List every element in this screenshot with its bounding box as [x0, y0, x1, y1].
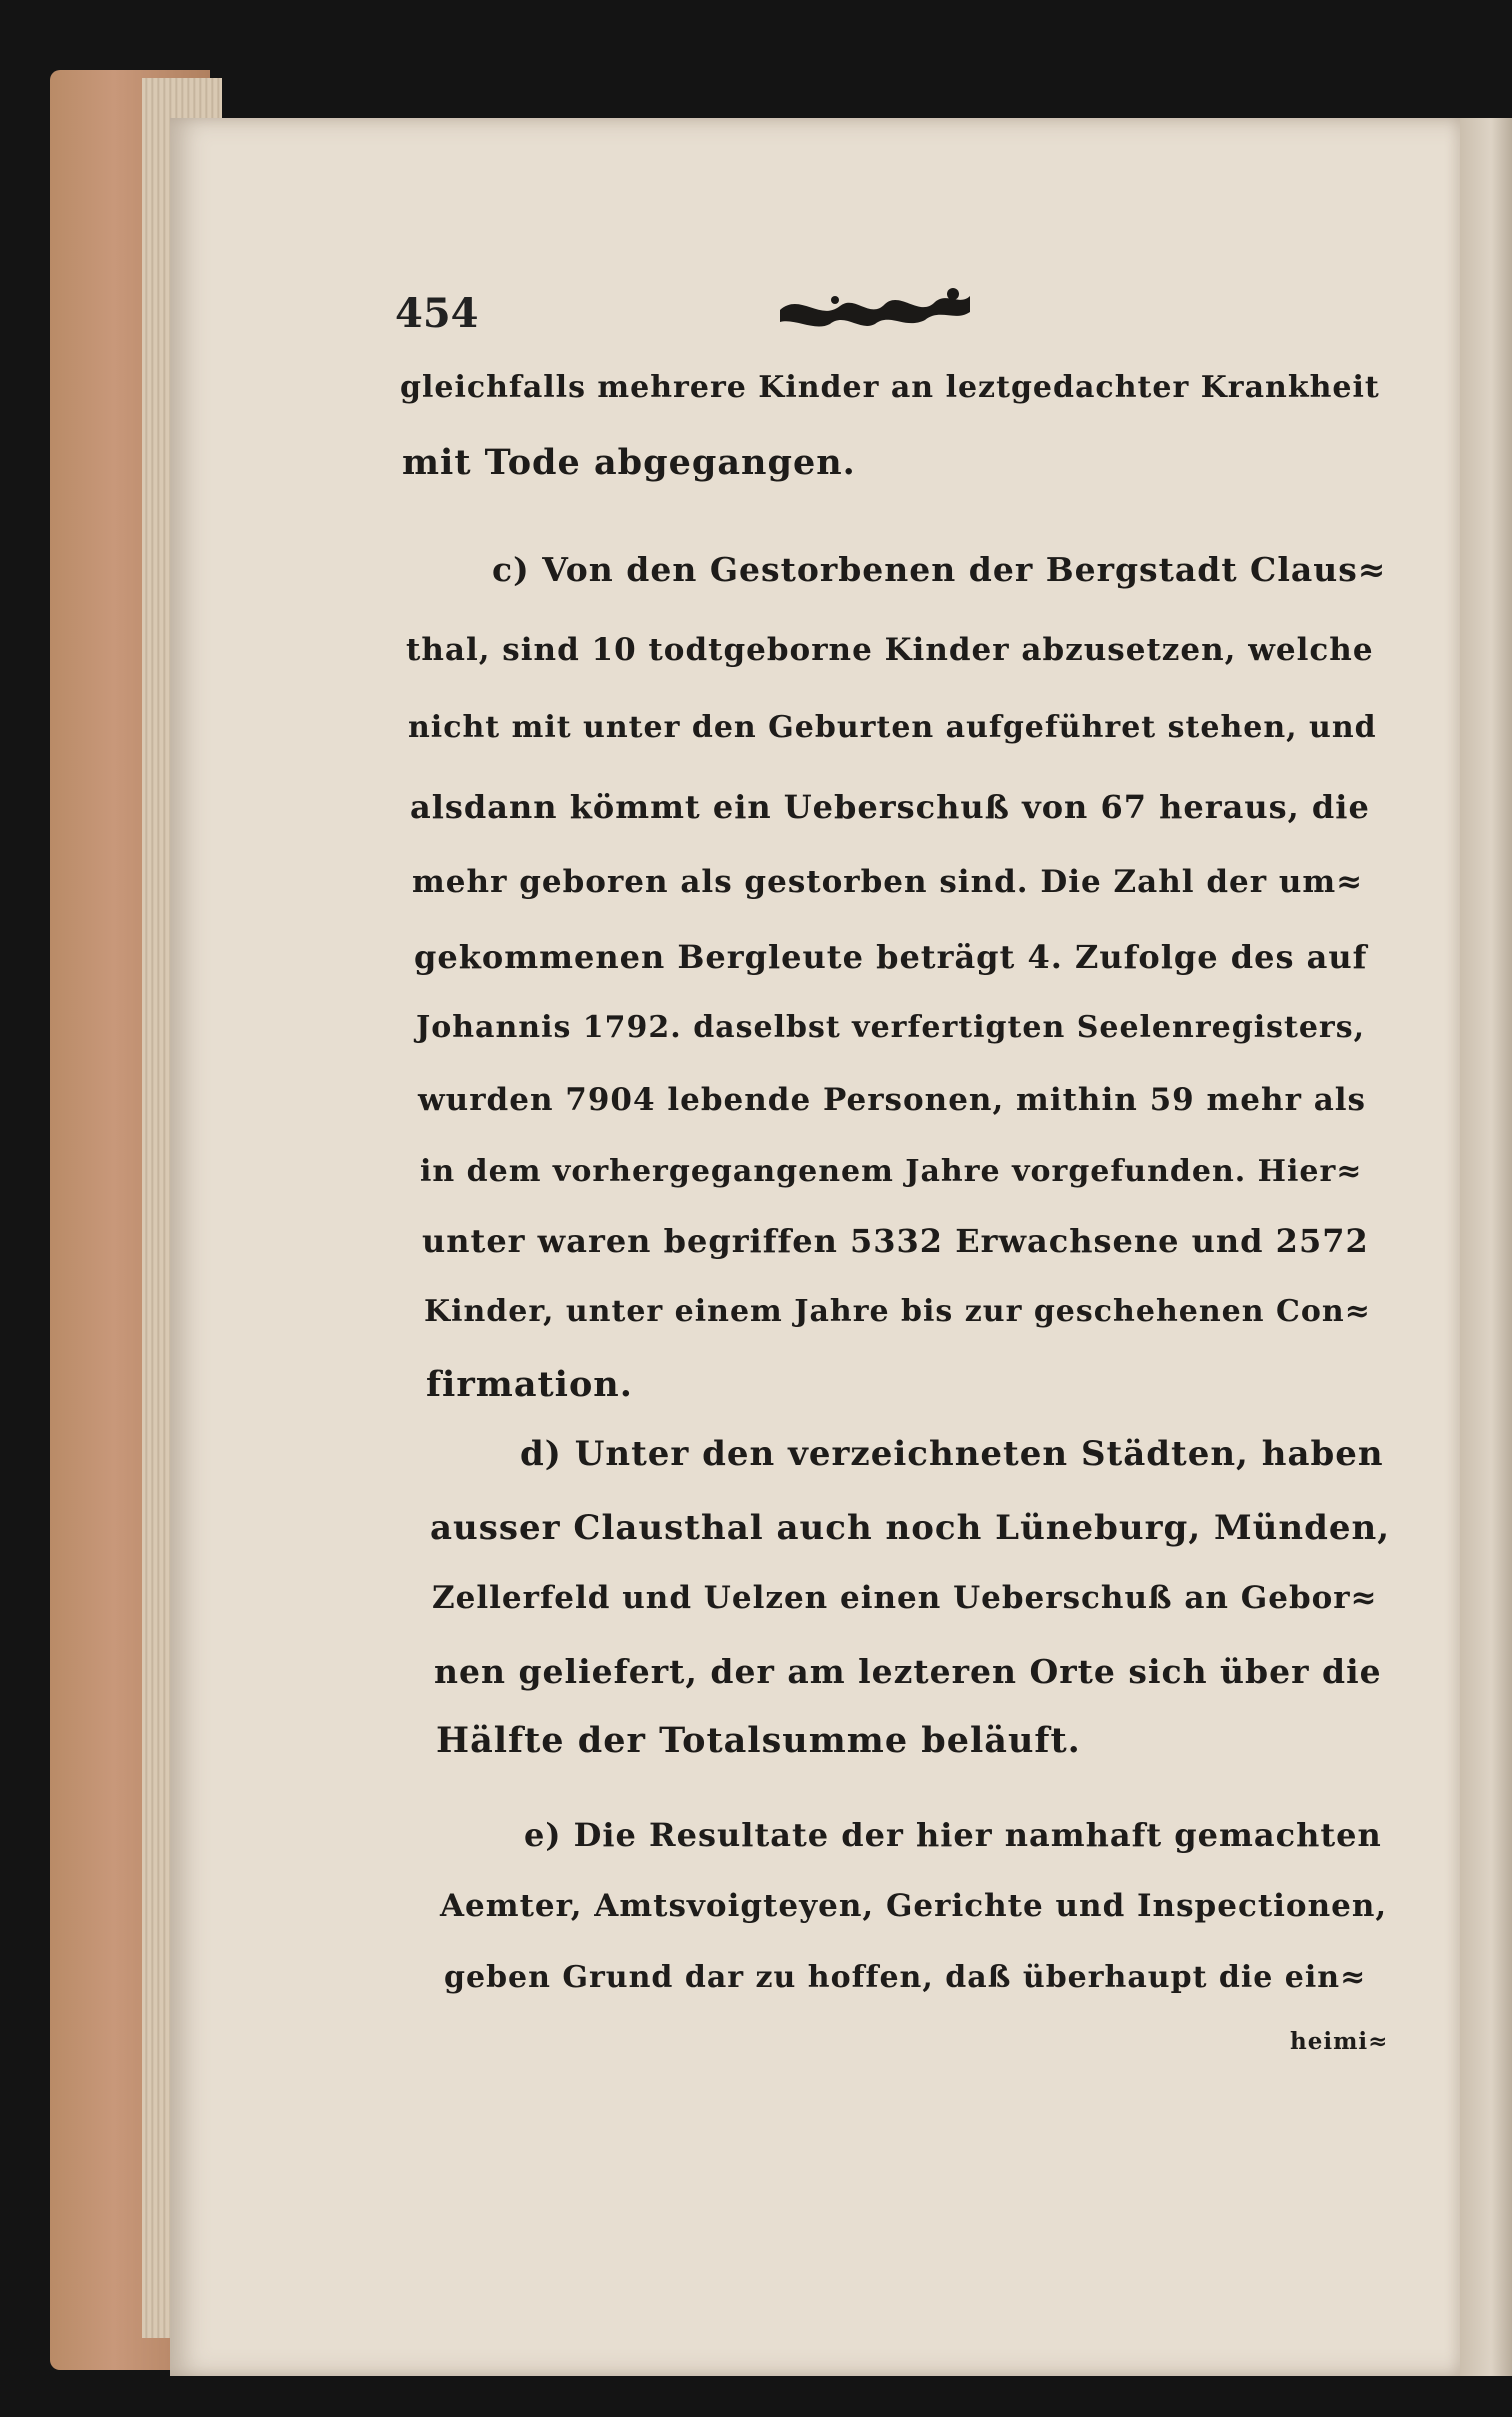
facing-page-edge — [1460, 118, 1512, 2376]
text-line: heimi≈ — [1290, 2028, 1389, 2055]
text-line: nen geliefert, der am lezteren Orte sich über die — [434, 1652, 1382, 1691]
page-body-text — [400, 370, 1390, 2070]
text-line: wurden 7904 lebende Personen, mithin 59 mehr als — [418, 1082, 1367, 1118]
text-line: Aemter, Amtsvoigteyen, Gerichte und Inspectionen, — [440, 1888, 1388, 1924]
text-line: Hälfte der Totalsumme beläuft. — [436, 1720, 1081, 1761]
text-line: ausser Clausthal auch noch Lüneburg, Münden, — [430, 1508, 1391, 1548]
text-line: in dem vorhergegangenem Jahre vorgefunden. Hier≈ — [420, 1154, 1363, 1189]
text-line: nicht mit unter den Geburten aufgeführet stehen, und — [408, 710, 1377, 745]
text-line: geben Grund dar zu hoffen, daß überhaupt die ein≈ — [444, 1960, 1367, 1995]
page-number: 454 — [395, 290, 479, 337]
text-line: mit Tode abgegangen. — [402, 442, 856, 483]
text-line: gleichfalls mehrere Kinder an leztgedachter Krankheit — [400, 370, 1380, 405]
text-line: alsdann kömmt ein Ueberschuß von 67 heraus, die — [410, 788, 1370, 826]
text-line: Zellerfeld und Uelzen einen Ueberschuß an Gebor≈ — [432, 1580, 1378, 1616]
text-line: c) Von den Gestorbenen der Bergstadt Claus≈ — [492, 550, 1387, 589]
text-line: gekommenen Bergleute beträgt 4. Zufolge des auf — [414, 938, 1368, 976]
page-header — [395, 282, 995, 342]
text-line: thal, sind 10 todtgeborne Kinder abzusetzen, welche — [406, 632, 1374, 668]
text-line: unter waren begriffen 5332 Erwachsene und 2572 — [422, 1222, 1369, 1260]
text-line: e) Die Resultate der hier namhaft gemachten — [524, 1816, 1382, 1854]
text-line: Johannis 1792. daselbst verfertigten Seelenregisters, — [416, 1010, 1366, 1045]
text-line: firmation. — [426, 1364, 633, 1405]
vignette-ornament-icon — [775, 282, 975, 332]
text-line: Kinder, unter einem Jahre bis zur geschehenen Con≈ — [424, 1294, 1371, 1329]
text-line: mehr geboren als gestorben sind. Die Zahl der um≈ — [412, 864, 1364, 900]
text-line: d) Unter den verzeichneten Städten, haben — [520, 1434, 1384, 1474]
